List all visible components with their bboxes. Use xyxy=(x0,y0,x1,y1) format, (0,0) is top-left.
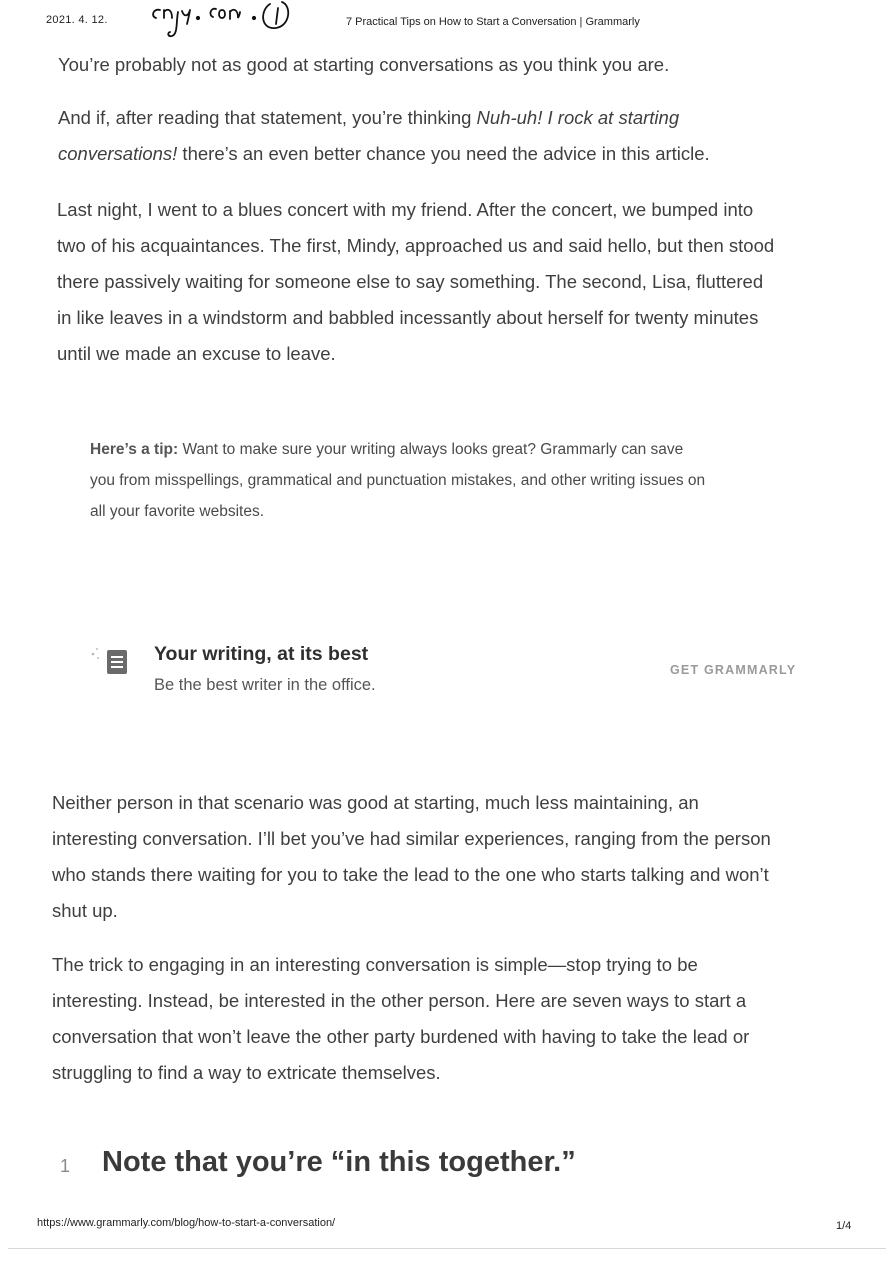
paragraph-line: struggling to find a way to extricate themselves. xyxy=(52,1062,441,1083)
italic-phrase: conversations! xyxy=(58,143,178,164)
article-paragraph xyxy=(52,947,749,1091)
paragraph-line: interesting. Instead, be interested in the other person. Here are seven ways to start a xyxy=(52,990,747,1011)
print-url: https://www.grammarly.com/blog/how-to-start-a-conversation/ xyxy=(37,1217,336,1229)
print-date: 2021. 4. 12. xyxy=(46,14,108,26)
tip-line: you from misspellings, grammatical and punctuation mistakes, and other writing issues on xyxy=(90,472,706,489)
paragraph-text: And if, after reading that statement, you’re thinking xyxy=(58,107,477,128)
paragraph-line: The trick to engaging in an interesting conversation is simple—stop trying to be xyxy=(52,954,698,975)
promo-title: Your writing, at its best xyxy=(154,643,369,665)
paragraph-line: until we made an excuse to leave. xyxy=(57,343,336,364)
tip-text: Want to make sure your writing always looks great? Grammarly can save xyxy=(178,441,684,458)
tip-callout xyxy=(90,434,705,527)
paragraph-line: conversation that won’t leave the other party burdened with having to take the lead or xyxy=(52,1026,750,1047)
handwritten-note xyxy=(146,0,311,40)
article-paragraph xyxy=(58,47,669,83)
paragraph-line: interesting conversation. I’ll bet you’ve had similar experiences, ranging from the person xyxy=(52,828,771,849)
get-grammarly-button[interactable]: GET GRAMMARLY xyxy=(670,663,797,677)
paragraph-line: in like leaves in a windstorm and babbled incessantly about herself for twenty minutes xyxy=(57,307,759,328)
footer-divider xyxy=(8,1248,886,1249)
document-icon xyxy=(88,644,130,678)
paragraph-text: there’s an even better chance you need the advice in this article. xyxy=(177,143,710,164)
tip-line: all your favorite websites. xyxy=(90,503,265,520)
print-document-title: 7 Practical Tips on How to Start a Conversation | Grammarly xyxy=(346,16,640,28)
section-number: 1 xyxy=(60,1156,71,1176)
article-paragraph xyxy=(57,192,774,372)
paragraph-line: Neither person in that scenario was good at starting, much less maintaining, an xyxy=(52,792,699,813)
tip-label: Here’s a tip: xyxy=(90,441,179,458)
article-paragraph xyxy=(52,785,771,929)
tip-line xyxy=(90,434,705,465)
article-paragraph xyxy=(58,100,710,172)
paragraph-line: two of his acquaintances. The first, Mindy, approached us and said hello, but then stood xyxy=(57,235,775,256)
paragraph-line: there passively waiting for someone else to say something. The second, Lisa, fluttered xyxy=(57,271,764,292)
paragraph-line xyxy=(58,100,710,136)
section-heading: Note that you’re “in this together.” xyxy=(102,1146,576,1178)
promo-subtitle: Be the best writer in the office. xyxy=(154,676,376,694)
page-number: 1/4 xyxy=(836,1220,852,1232)
paragraph-line: You’re probably not as good at starting conversations as you think you are. xyxy=(58,54,670,75)
paragraph-line: shut up. xyxy=(52,900,118,921)
italic-phrase: Nuh-uh! I rock at starting xyxy=(476,107,680,128)
paragraph-line xyxy=(58,136,710,172)
paragraph-line: who stands there waiting for you to take the lead to the one who starts talking and won’t xyxy=(52,864,769,885)
paragraph-line: Last night, I went to a blues concert with my friend. After the concert, we bumped into xyxy=(57,199,754,220)
